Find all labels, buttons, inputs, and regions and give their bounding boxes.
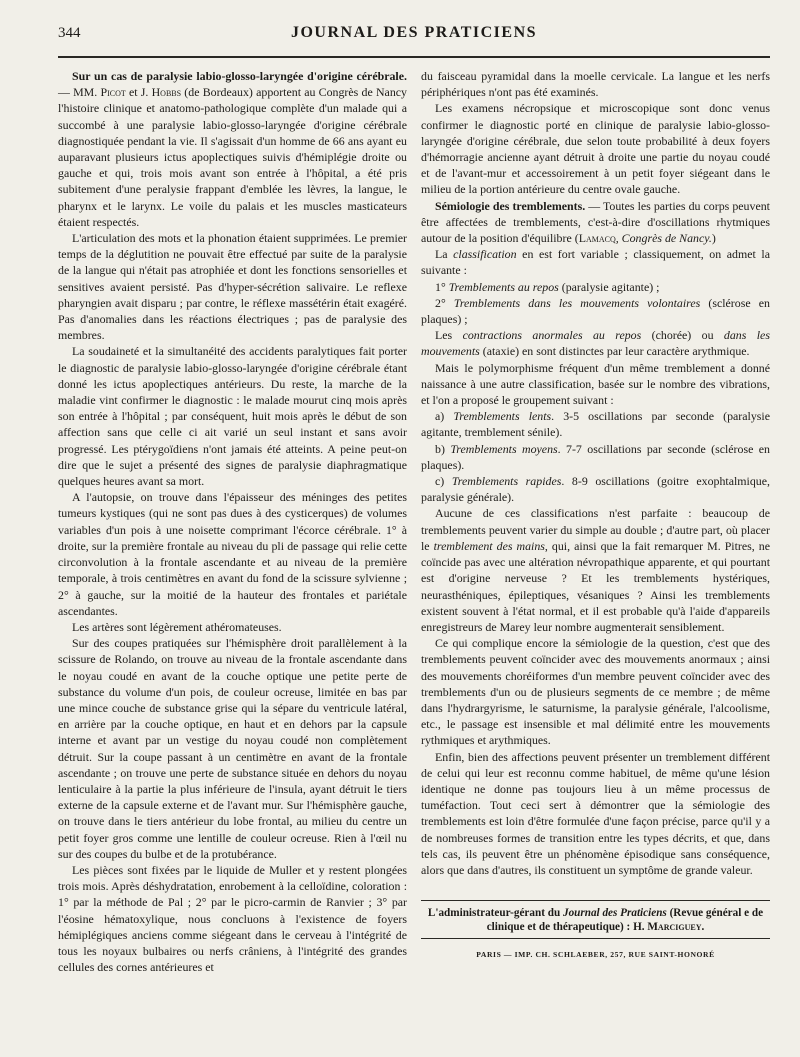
paragraph: Les contractions anormales au repos (chorée) ou dans les mouvements (ataxie) en sont distinctes par leur caractère arythmique. [421, 328, 770, 359]
paragraph: Les examens nécropsique et microscopique sont donc venus confirmer le diagnostic porté en clinique de paralysie labio-glosso-laryngée d'origine cérébrale, due selon toute probabilité à deux foyers d'hémorragie ancienne ayant détruit à droite une partie du noyau coudé et de l'avant-mur et accessoirement à un petit foyer siégeant dans le milieu de la portion antérieure du centre ovale gauche. [421, 101, 770, 197]
printer-line: PARIS — IMP. CH. SCHLAEBER, 257, RUE SAINT-HONORÉ [476, 950, 715, 960]
paragraph: Sur des coupes pratiquées sur l'hémisphère droit parallèlement à la scissure de Rolando, on trouve au niveau de la frontale ascendante dans le noyau coudé en avant de la couche optique une petite perte de substance du volume d'un pois, de couleur ocreuse, limitée en bas par une mince couche de substance grise qui la sépare du ventricule latéral, en arrière par la couche optique, en haut et en dehors par la capsule interne et avant par un vestige du noyau coudé non complètement détruit. Sur la coupe passant à un centimètre en avant de la frontale ascendante ; on trouve une perte de substance située en dehors du noyau lenticulaire à la partie la plus inférieure de l'insula, ayant détruit le tiers externe de la capsule externe et de l'avant mur. Sur l'hémisphère gauche, on trouve dans le tiers antérieur du lobe frontal, au milieu du centre un petit foyer gros comme une lentille de couleur ocreuse. Rien à l'œil nu sur des coupes du bulbe et de la protubérance. [58, 636, 407, 861]
paragraph: La soudaineté et la simultanéité des accidents paralytiques fait porter le diagnostic de paralysie labio-glosso-laryngée d'origine cérébrale étant donné les ictus apoplectiques antérieurs. Du reste, la marche de la maladie vint confirmer le diagnostic : le malade mourut cinq mois après son entrée à l'hôpital ; par conséquent, huit mois après le début de son affection sans que celle ci ait varié un seul instant et sans avoir progressé. Les ptérygoïdiens n'ont jamais été atteints. A peine peut-on dire que le sujet a présenté des signes de paralysie diaphragmatique quelques heures avant sa mort. [58, 344, 407, 489]
page-header [58, 24, 770, 52]
paragraph: Ce qui complique encore la sémiologie de la question, c'est que des tremblements peuvent coïncider avec des mouvements anormaux ; ainsi des mouvements choréiformes d'un membre peuvent coïncider avec des tremblements d'un ou de plusieurs segments de ce membre ; de même dans l'hydrargyrisme, le saturnisme, la paralysie générale, l'alcoolisme, etc., le passage est insensible et mal délimité entre les mouvements rythmiques et arythmiques. [421, 636, 770, 748]
list-item: a) Tremblements lents. 3-5 oscillations par seconde (paralysie agitante, tremblement sénile). [421, 409, 770, 440]
paragraph: Enfin, bien des affections peuvent présenter un tremblement différent de celui qui leur est reconnu comme habituel, de même qu'une lésion identique ne donne pas toujours lieu à un même processus de tuméfaction. Tout ceci sert à démontrer que la sémiologie des tremblements est loin d'être formulée d'une façon précise, parce qu'il y a de nombreuses formes de transition entre les types décrits, et que, dans tels cas, ils peuvent être un phénomène épisodique sans conséquence, alors que dans d'autres, ils constituent un symptôme de grande valeur. [421, 749, 770, 877]
author-name: Picot [100, 85, 126, 100]
article-title: Sur un cas de paralysie labio-glosso-laryngée d'origine cérébrale. [72, 69, 407, 83]
journal-name: Journal des Praticiens [562, 907, 667, 920]
paragraph: Aucune de ces classifications n'est parfaite : beaucoup de tremblements peuvent varier du simple au double ; d'autre part, où placer le tremblement des mains, qui, ainsi que la fait remarquer M. Pitres, ne coïncide pas avec une altération névropathique apparente, et qui pourtant est d'origine nerveuse ? Et les tremblements hystériques, neurasthéniques, épileptiques, vésaniques ? Ainsi les tremblements existent souvent à l'état normal, et il est probable qu'à l'aide d'appareils enregistreurs de Marey leur nombre augmenterait sensiblement. [421, 506, 771, 634]
paragraph: Les artères sont légèrement athéromateuses. [72, 619, 282, 634]
author-name: Hobbs [151, 85, 182, 100]
author-name: Lamacq [578, 231, 616, 246]
paragraph: La classification en est fort variable ; classiquement, on admet la suivante : [421, 247, 770, 278]
list-item: 1° Tremblements au repos (paralysie agitante) ; [435, 279, 660, 294]
administrator-name: Marciguey [647, 921, 702, 934]
journal-title: JOURNAL DES PRATICIENS [290, 24, 538, 41]
imprint-box: L'administrateur-gérant du Journal des Praticiens (Revue général e de clinique et de thérapeutique) : H. Marciguey. [421, 900, 770, 939]
paragraph: L'articulation des mots et la phonation étaient supprimées. Le premier temps de la déglutition ne pouvait être effectué par suite de la paralysie de la langue qui n'était pas atrophiée et dont les fonctions sensorielles et sensitives avaient persisté. Pas d'hyper-sécrétion salivaire. Le reflexe pharyngien avait disparu ; par contre, le réflexe massétérin était exagéré. Pas d'anomalies dans les réactions électriques ; pas de paralysie des membres. [58, 231, 407, 343]
list-item: 2° Tremblements dans les mouvements volontaires (sclérose en plaques) ; [421, 295, 770, 327]
source-citation: , Congrès de Nancy. [615, 231, 712, 246]
paragraph: A l'autopsie, on trouve dans l'épaisseur des méninges des petites tumeurs kystiques (qui ne sont pas dues à des cysticerques) de volumes variables d'un pois à une noisette comprimant l'écorce cérébrale. 1° à droite, sur la première frontale au niveau du pli de passage qui relie cette circonvolution à la frontale ascendante et au niveau de la première temporale, à trois centimètres en avant du fond de la scissure sylvienne ; 2° à gauche, sur la moitié de la hauteur des frontales et pariétale ascendantes. [58, 490, 407, 618]
page-number: 344 [58, 25, 81, 41]
header-rule [58, 56, 770, 58]
list-item: c) Tremblements rapides. 8-9 oscillations (goitre exophtalmique, paralysie générale). [421, 474, 770, 505]
paragraph: Les pièces sont fixées par le liquide de Muller et y restent plongées trois mois. Après déshydratation, enrobement à la celloïdine, coloration : 1° par la méthode de Pal ; 2° par le picro-carmin de Ranvier ; 3° par l'éosine hématoxylique, nous concluons à l'existence de foyers hémiplégiques anciens comme siégeant dans le cerveau à l'intégrité de tous les noyaux bulbaires ou nerfs crâniens, à l'intégrité des grandes cellules des cornes antérieures et [58, 862, 407, 975]
article-title: Sémiologie des tremblements. [435, 198, 586, 213]
paragraph: Mais le polymorphisme fréquent d'un même tremblement a donné naissance à une autre classification, basée sur le nombre des vibrations, et l'on a proposé le groupement suivant : [421, 360, 770, 408]
paragraph: du faisceau pyramidal dans la moelle cervicale. La langue et les nerfs périphériques n'ont pas été examinés. [421, 69, 770, 100]
right-column [421, 68, 770, 975]
text-columns [58, 68, 770, 975]
article-paralysie-intro: Sur un cas de paralysie labio-glosso-laryngée d'origine cérébrale. — MM. Picot et J. Hobbs (de Bordeaux) apportent au Congrès de Nancy l'histoire clinique et anatomo-pathologique complète d'un malade qui a succombé à une paralysie labio-glosso-laryngée d'origine cérébrale diagnostiquée pendant la vie. Il s'agissait d'un homme de 66 ans ayant eu auparavant plusieurs ictus apoplectiques suivis d'hémiplégie droite ou gauche et qui, trois mois avant son entrée à l'hôpital, a été pris subitement d'une peralysie frappant d'emblée les lèvres, la langue, le pharynx et le larynx. Le voile du palais et les muscles masticateurs étaient respectés. [58, 69, 407, 229]
article-tremblements-intro: Sémiologie des tremblements. — Toutes les parties du corps peuvent être affectées de tremblements, c'est-à-dire d'oscillations rhytmiques autour de la position d'équilibre (Lamacq, Congrès de Nancy.) [421, 198, 770, 246]
left-column [58, 68, 407, 975]
list-item: b) Tremblements moyens. 7-7 oscillations par seconde (sclérose en plaques). [421, 441, 770, 472]
